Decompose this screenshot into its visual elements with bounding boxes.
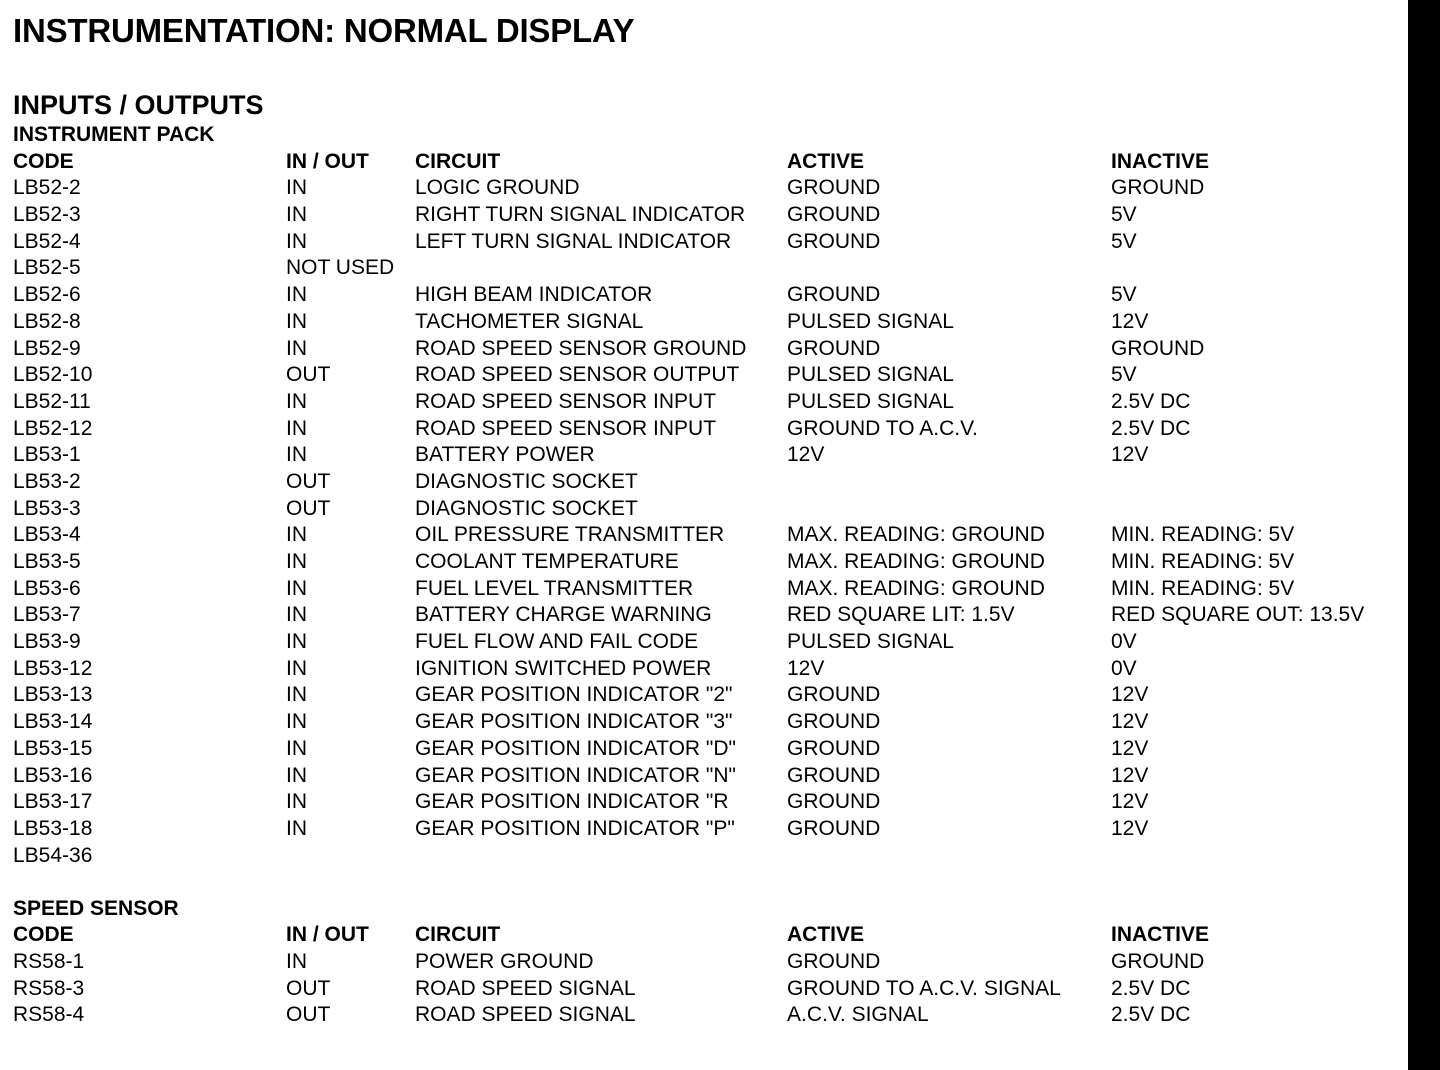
header-active: ACTIVE [787,149,865,173]
cell-active: PULSED SIGNAL [787,630,954,654]
cell-inactive: 5V [1111,283,1137,307]
cell-io: OUT [286,363,331,387]
cell-code: RS58-1 [13,949,85,973]
cell-code: LB53-12 [13,656,93,680]
table-row [13,576,1403,603]
table-row [13,682,1403,709]
table-row [13,282,1403,309]
table-body [13,949,1403,1029]
cell-circuit: COOLANT TEMPERATURE [415,550,679,573]
cell-code: LB53-15 [13,736,93,760]
cell-inactive: 12V [1111,710,1149,734]
speed-sensor-section [13,896,1403,1029]
cell-circuit: BATTERY POWER [415,443,595,467]
cell-inactive: GROUND [1111,176,1205,200]
cell-active: GROUND [787,816,881,840]
table-row [13,442,1403,469]
cell-circuit: FUEL FLOW AND FAIL CODE [415,630,699,654]
cell-active: MAX. READING: GROUND [787,523,1045,547]
cell-active: 12V [787,443,825,467]
cell-io: IN [286,656,307,680]
cell-inactive: 2.5V DC [1111,1003,1191,1027]
cell-code: LB53-14 [13,710,93,734]
cell-code: LB53-7 [13,603,81,627]
table-row [13,949,1403,976]
table-row [13,469,1403,496]
cell-code: LB53-18 [13,816,93,840]
table-row [13,255,1403,282]
cell-code: LB53-3 [13,496,81,520]
cell-inactive [1111,469,1401,496]
cell-active: PULSED SIGNAL [787,309,954,333]
cell-code: LB52-3 [13,203,81,227]
table-row [13,629,1403,656]
cell-active: MAX. READING: GROUND [787,550,1045,573]
header-circuit: CIRCUIT [415,923,501,947]
cell-active: PULSED SIGNAL [787,363,954,387]
cell-inactive: 5V [1111,203,1137,227]
table-row [13,202,1403,229]
cell-io: OUT [286,976,331,1000]
cell-io: IN [286,683,307,707]
cell-io: IN [286,763,307,787]
document-subtitle: INPUTS / OUTPUTS [13,90,264,120]
cell-inactive: 5V [1111,363,1137,387]
cell-io: IN [286,603,307,627]
document-title: INSTRUMENTATION: NORMAL DISPLAY [13,12,635,49]
cell-inactive: 12V [1111,816,1149,840]
table-row [13,789,1403,816]
cell-circuit: ROAD SPEED SENSOR INPUT [415,389,717,413]
cell-code: LB52-6 [13,283,81,307]
header-io: IN / OUT [286,149,369,173]
table-row [13,336,1403,363]
cell-code: LB53-9 [13,630,81,654]
table-row [13,549,1403,576]
cell-inactive [1111,496,1401,523]
cell-active: GROUND [787,336,881,360]
cell-code: LB53-2 [13,469,81,493]
cell-io: IN [286,443,307,467]
cell-inactive: MIN. READING: 5V [1111,550,1295,573]
table-row [13,816,1403,843]
cell-active: GROUND [787,710,881,734]
cell-code: LB53-17 [13,790,93,814]
header-inactive: INACTIVE [1111,149,1210,173]
cell-inactive: 0V [1111,630,1137,654]
cell-inactive: 12V [1111,443,1149,467]
cell-code: LB53-16 [13,763,93,787]
cell-inactive [1111,255,1401,282]
cell-circuit [415,255,787,282]
cell-code: LB53-13 [13,683,93,707]
cell-circuit: GEAR POSITION INDICATOR "P" [415,816,735,840]
cell-inactive: RED SQUARE OUT: 13.5V [1111,603,1365,627]
cell-io: IN [286,309,307,333]
cell-code: LB53-1 [13,443,81,467]
cell-circuit: GEAR POSITION INDICATOR "R [415,790,729,814]
cell-code: LB53-4 [13,523,81,547]
cell-io: OUT [286,1003,331,1027]
instrument-pack-section [13,122,1403,869]
cell-active: GROUND [787,203,881,227]
cell-inactive: 5V [1111,229,1137,253]
cell-active [787,843,1111,870]
cell-code: LB52-11 [13,389,91,413]
cell-circuit: DIAGNOSTIC SOCKET [415,469,638,493]
cell-active: A.C.V. SIGNAL [787,1003,929,1027]
table-row [13,976,1403,1003]
cell-inactive: 2.5V DC [1111,389,1191,413]
cell-io: IN [286,736,307,760]
cell-inactive: MIN. READING: 5V [1111,523,1295,547]
cell-circuit: IGNITION SWITCHED POWER [415,656,712,680]
cell-circuit: OIL PRESSURE TRANSMITTER [415,523,725,547]
cell-circuit: LOGIC GROUND [415,176,580,200]
section-label: SPEED SENSOR [13,896,179,920]
cell-io: IN [286,416,307,440]
cell-inactive [1111,843,1401,870]
header-inactive: INACTIVE [1111,923,1210,947]
cell-io: IN [286,816,307,840]
cell-inactive: 12V [1111,309,1149,333]
cell-active: GROUND [787,763,881,787]
cell-circuit: TACHOMETER SIGNAL [415,309,644,333]
cell-active: GROUND TO A.C.V. [787,416,978,440]
table-row [13,843,1403,870]
cell-circuit: DIAGNOSTIC SOCKET [415,496,638,520]
cell-circuit: ROAD SPEED SENSOR OUTPUT [415,363,740,387]
cell-inactive: 0V [1111,656,1137,680]
table-row [13,1002,1403,1029]
cell-io: IN [286,203,307,227]
cell-circuit: RIGHT TURN SIGNAL INDICATOR [415,203,746,227]
cell-inactive: GROUND [1111,336,1205,360]
cell-active: GROUND [787,683,881,707]
cell-circuit: ROAD SPEED SIGNAL [415,1003,636,1027]
cell-circuit: POWER GROUND [415,949,594,973]
cell-circuit: ROAD SPEED SENSOR GROUND [415,336,747,360]
cell-active [787,255,1111,282]
cell-circuit: LEFT TURN SIGNAL INDICATOR [415,229,732,253]
right-edge-bar [1408,0,1440,1070]
cell-code: LB52-2 [13,176,81,200]
table-row [13,602,1403,629]
cell-io: IN [286,176,307,200]
header-io: IN / OUT [286,923,369,947]
table-row [13,709,1403,736]
cell-active: 12V [787,656,825,680]
cell-io: IN [286,389,307,413]
cell-circuit: ROAD SPEED SIGNAL [415,976,636,1000]
cell-code: LB53-6 [13,576,81,600]
table-body [13,175,1403,869]
cell-inactive: 12V [1111,790,1149,814]
cell-io: IN [286,576,307,600]
cell-active [787,496,1111,523]
section-label: INSTRUMENT PACK [13,123,215,146]
table-row [13,229,1403,256]
cell-circuit [415,843,787,870]
cell-inactive: 2.5V DC [1111,976,1191,1000]
cell-io: IN [286,229,307,253]
table-row [13,763,1403,790]
cell-code: RS58-3 [13,976,85,1000]
cell-active: GROUND TO A.C.V. SIGNAL [787,976,1061,1000]
cell-active: MAX. READING: GROUND [787,576,1045,600]
cell-inactive: 12V [1111,763,1149,787]
cell-circuit: GEAR POSITION INDICATOR "2" [415,683,733,707]
cell-code: LB52-8 [13,309,81,333]
header-active: ACTIVE [787,923,865,947]
cell-circuit: BATTERY CHARGE WARNING [415,603,712,627]
cell-inactive: 12V [1111,736,1149,760]
cell-active: PULSED SIGNAL [787,389,954,413]
cell-io: IN [286,283,307,307]
cell-code: LB54-36 [13,843,93,867]
table-header-row [13,149,1403,176]
cell-code: LB52-5 [13,256,81,280]
table-row [13,416,1403,443]
table-row [13,389,1403,416]
cell-active: GROUND [787,229,881,253]
cell-circuit: HIGH BEAM INDICATOR [415,283,653,307]
cell-code: LB52-9 [13,336,81,360]
cell-circuit: FUEL LEVEL TRANSMITTER [415,576,694,600]
cell-inactive: GROUND [1111,949,1205,973]
cell-io: IN [286,790,307,814]
cell-active: GROUND [787,736,881,760]
cell-io: IN [286,710,307,734]
table-row [13,309,1403,336]
table-row [13,522,1403,549]
cell-io: OUT [286,496,331,520]
cell-io: IN [286,336,307,360]
cell-code: LB52-4 [13,229,81,253]
cell-circuit: GEAR POSITION INDICATOR "3" [415,710,733,734]
cell-active: GROUND [787,176,881,200]
cell-circuit: GEAR POSITION INDICATOR "D" [415,736,736,760]
cell-inactive: 2.5V DC [1111,416,1191,440]
table-row [13,736,1403,763]
table-row [13,362,1403,389]
table-row [13,656,1403,683]
cell-io: IN [286,523,307,547]
header-code: CODE [13,923,74,947]
cell-active: RED SQUARE LIT: 1.5V [787,603,1015,627]
table-row [13,175,1403,202]
cell-active: GROUND [787,949,881,973]
cell-circuit: GEAR POSITION INDICATOR "N" [415,763,736,787]
cell-io: IN [286,949,307,973]
cell-code: LB52-12 [13,416,93,440]
cell-io [286,843,415,870]
cell-io: IN [286,550,307,573]
cell-code: LB52-10 [13,363,93,387]
table-header-row [13,922,1403,949]
cell-inactive: MIN. READING: 5V [1111,576,1295,600]
cell-active [787,469,1111,496]
header-code: CODE [13,149,74,173]
cell-io: IN [286,630,307,654]
cell-io: NOT USED [286,256,395,280]
cell-active: GROUND [787,283,881,307]
header-circuit: CIRCUIT [415,149,501,173]
cell-code: RS58-4 [13,1003,85,1027]
cell-io: OUT [286,469,331,493]
cell-inactive: 12V [1111,683,1149,707]
table-row [13,496,1403,523]
cell-code: LB53-5 [13,550,81,573]
cell-active: GROUND [787,790,881,814]
cell-circuit: ROAD SPEED SENSOR INPUT [415,416,717,440]
